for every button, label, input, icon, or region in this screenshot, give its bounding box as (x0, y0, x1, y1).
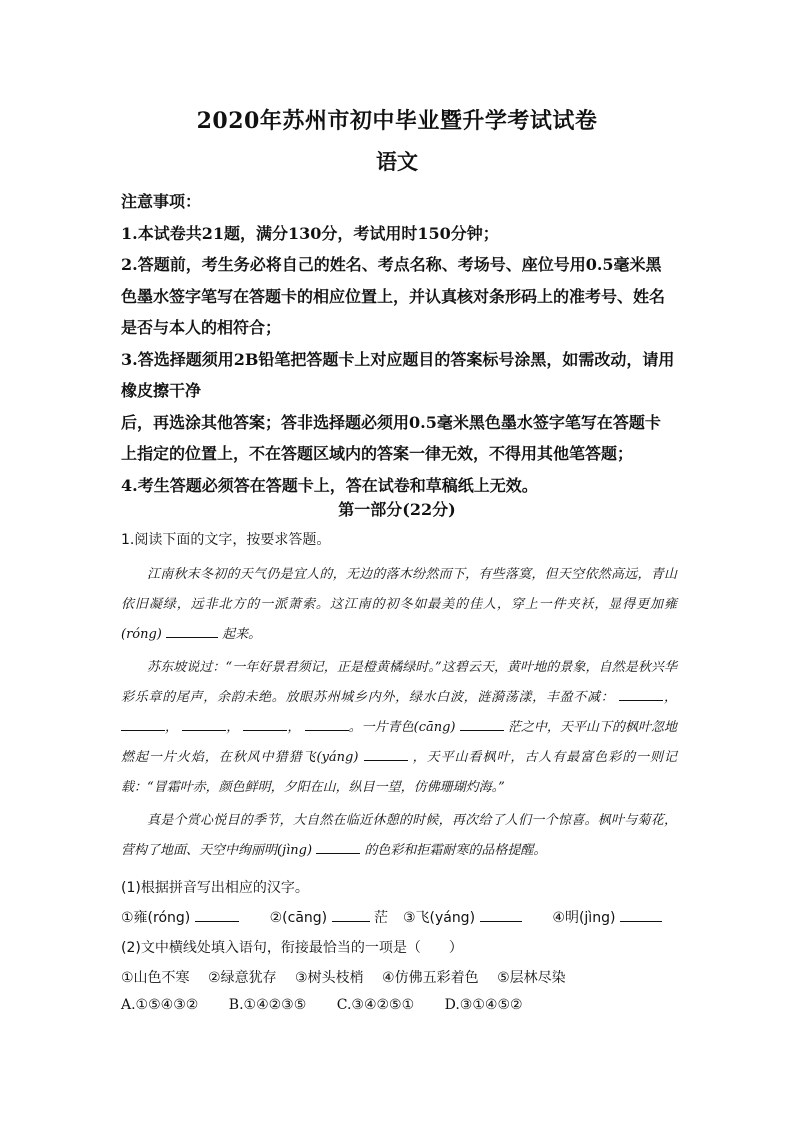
passage-text: 的色彩和拒霜耐寒的品格提醒。 (364, 843, 547, 859)
passage-text: 真是个赏心悦目的季节，大自然在临近休憩的时候，再次给了人们一个惊喜。枫叶与菊花，营构了地面、天空中绚丽明(jìng) (121, 813, 677, 859)
answer-blank[interactable] (332, 907, 370, 922)
answer-item-label: 茫 (374, 910, 389, 926)
answer-blank[interactable] (480, 907, 522, 922)
answer-blank[interactable] (166, 623, 218, 638)
option-a[interactable]: A.①⑤④③② (121, 997, 199, 1013)
exam-title: 2020年苏州市初中毕业暨升学考试试卷 (196, 108, 598, 134)
part-heading: 第一部分(22分) (338, 500, 456, 519)
reading-passage (121, 560, 677, 870)
subquestion-1-label: (1)根据拼音写出相应的汉字。 (121, 880, 309, 896)
notes-heading: 注意事项： (121, 192, 202, 211)
notes-line: 2.答题前，考生务必将自己的姓名、考点名称、考场号、座位号用0.5毫米黑 (121, 255, 662, 274)
option-d[interactable]: D.③①④⑤② (444, 997, 523, 1013)
notes-line: 色墨水签字笔写在答题卡的相应位置上，并认真核对条形码上的准考号、姓名 (121, 286, 666, 306)
passage-text: ， (165, 719, 179, 735)
answer-item-label: ①雍(róng) (121, 910, 191, 926)
passage-paragraph-3 (121, 806, 677, 866)
passage-text: ， (226, 719, 240, 735)
answer-options (121, 997, 523, 1013)
passage-paragraph-2 (121, 653, 677, 802)
phrase-item: ①山色不寒 (121, 970, 190, 986)
phrase-list (121, 967, 566, 987)
answer-blank[interactable] (182, 716, 226, 731)
phrase-item: ②绿意犹存 (208, 970, 277, 986)
subject-title: 语文 (376, 149, 418, 174)
answer-blank[interactable] (460, 716, 504, 731)
notes-line: 橡皮擦干净 (121, 381, 202, 400)
answer-blank[interactable] (364, 746, 408, 761)
answer-item-label: ③飞(yáng) (402, 910, 476, 926)
option-c[interactable]: C.③④②⑤① (336, 997, 415, 1013)
notes-section (121, 186, 681, 501)
passage-text: 江南秋末冬初的天气仍是宜人的，无边的落木纷然而下，有些落寞，但天空依然高远，青山依旧凝绿，远非北方的一派萧索。这江南的初冬如最美的佳人，穿上一件夹袄，显得更加雍(róng) (121, 567, 677, 642)
passage-text: ，天平山看枫叶，古人有最富色彩的一则记载：“冒霜叶赤，颜色鲜明，夕阳在山，纵目一望，仿佛珊瑚灼海。” (121, 749, 678, 795)
subquestion-2-label: (2)文中横线处填入语句，衔接最恰当的一项是（ ） (121, 940, 463, 956)
answer-item-label: ④明(jìng) (552, 910, 616, 926)
notes-line: 上指定的位置上，不在答题区域内的答案一律无效，不得用其他笔答题； (121, 444, 634, 463)
passage-text: 。一片青色(cāng) (348, 719, 456, 735)
notes-line: 是否与本人的相符合； (121, 318, 282, 337)
passage-text: 起来。 (222, 626, 262, 642)
answer-blank[interactable] (243, 716, 287, 731)
phrase-item: ⑤层林尽染 (497, 970, 566, 986)
notes-line: 1.本试卷共21题，满分130分，考试用时150分钟； (121, 223, 499, 243)
question-prompt: 1.阅读下面的文字，按要求答题。 (121, 532, 331, 548)
answer-blank[interactable] (305, 716, 349, 731)
passage-paragraph-1 (121, 560, 677, 649)
phrase-item: ④仿佛五彩着色 (382, 970, 479, 986)
passage-text: ， (287, 719, 301, 735)
subquestion-1-answers (121, 907, 662, 927)
passage-text: 茫之中，天平山下的枫叶忽地燃起一片火焰，在秋风中猎猎飞(yáng) (121, 719, 677, 765)
notes-line: 后，再选涂其他答案；答非选择题必须用0.5毫米黑色墨水签字笔写在答题卡 (121, 412, 661, 432)
notes-line: 4.考生答题必须答在答题卡上，答在试卷和草稿纸上无效。 (121, 475, 538, 495)
answer-blank[interactable] (121, 716, 165, 731)
answer-blank[interactable] (620, 907, 662, 922)
notes-line: 3.答选择题须用2B铅笔把答题卡上对应题目的答案标号涂黑，如需改动，请用 (121, 349, 675, 369)
answer-item-label: ②(cāng) (269, 910, 328, 926)
passage-text: 苏东坡说过：“一年好景君须记，正是橙黄橘绿时。”这碧云天，黄叶地的景象，自然是秋兴华彩乐章的尾声，余韵未绝。放眼苏州城乡内外，绿水白波，涟漪荡漾，丰盈不减： (121, 660, 677, 706)
answer-blank[interactable] (316, 839, 360, 854)
passage-text: ， (663, 690, 677, 706)
answer-blank[interactable] (195, 907, 239, 922)
phrase-item: ③树头枝梢 (295, 970, 364, 986)
answer-blank[interactable] (619, 686, 663, 701)
option-b[interactable]: B.①④②③⑤ (228, 997, 307, 1013)
